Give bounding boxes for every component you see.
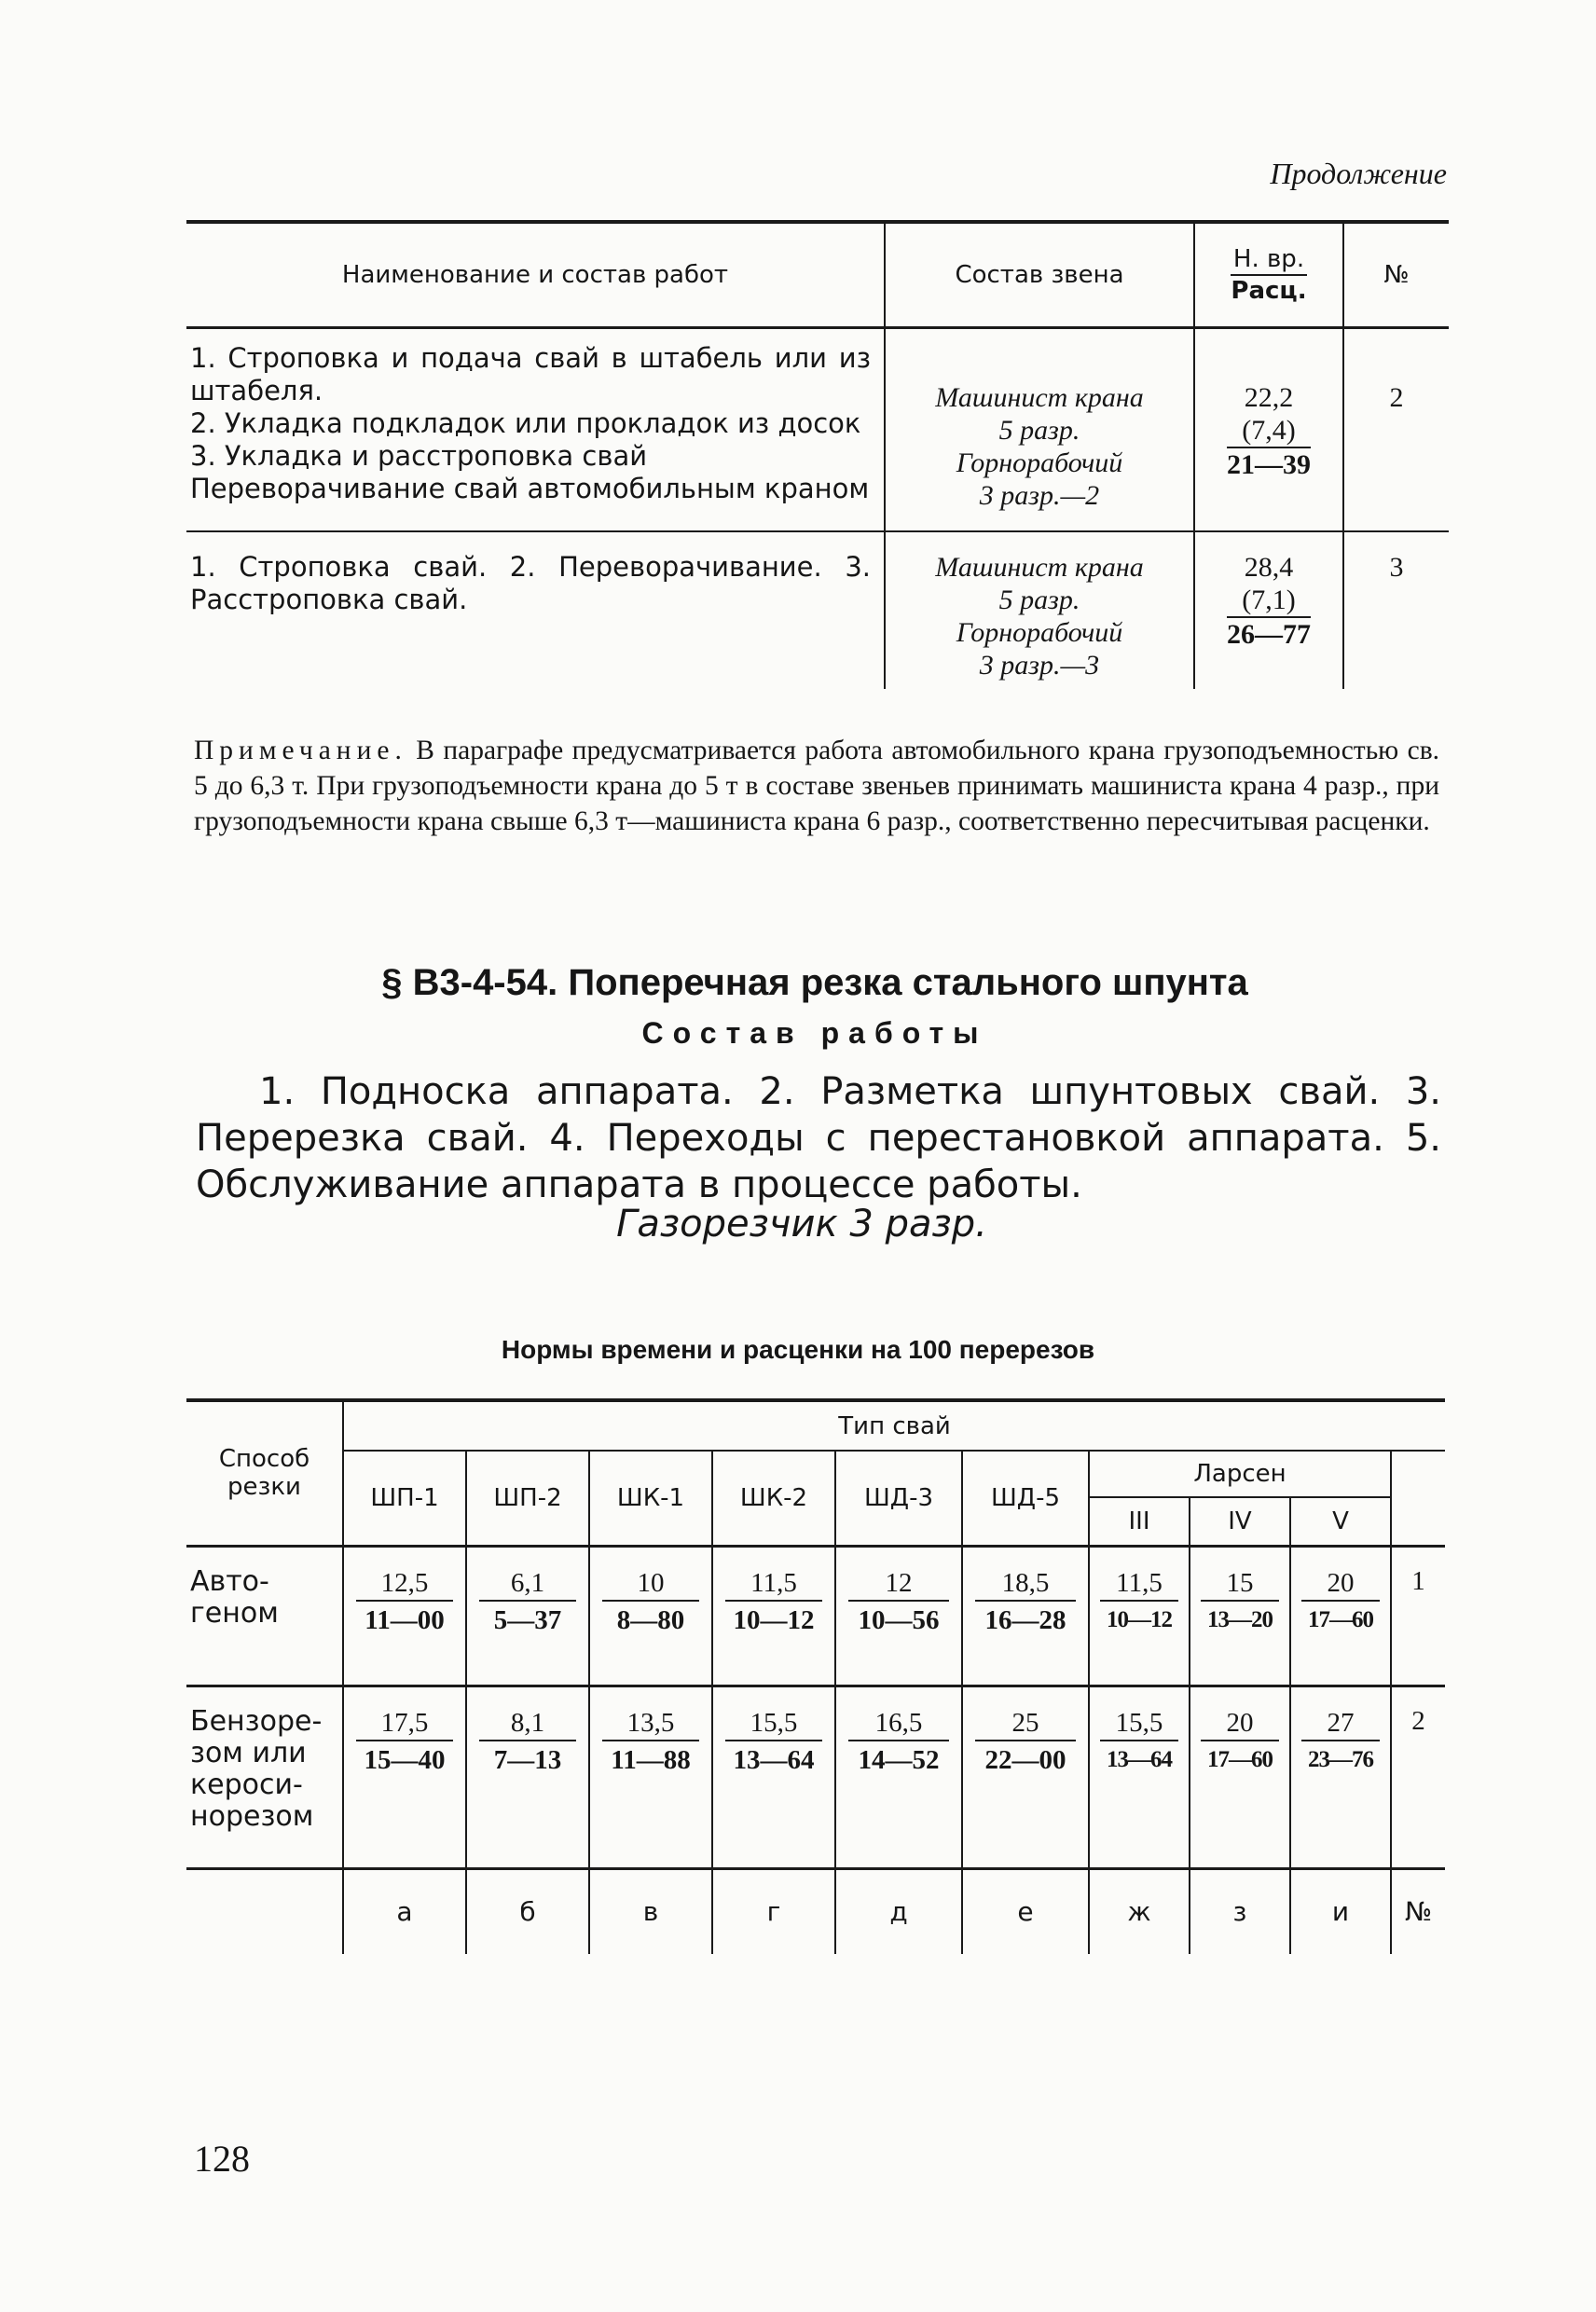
header-blank — [1391, 1451, 1445, 1546]
row-number: 3 — [1343, 531, 1449, 689]
section-subtitle: Состав работы — [641, 1016, 988, 1050]
norm-cell: $\frac{20}{17—60}$ — [1290, 1546, 1391, 1686]
header-type-shk2: ШК-2 — [712, 1451, 835, 1546]
worker-grade: Газорезчик 3 разр. — [616, 1203, 987, 1245]
work-composition-text: 1. Подноска аппарата. 2. Разметка шпунтовых свай. 3. Перерезка свай. 4. Переходы с перестановкой аппарата. 5. Обслуживание аппарата в процессе работы. — [196, 1070, 1441, 1206]
norm-cell: $\frac{16,5}{14—52}$ — [835, 1686, 962, 1868]
norm-cell: $\frac{6,1}{5—37}$ — [466, 1546, 589, 1686]
norm-value: 28,4 $\frac{(7,1)}{26—77}$ — [1194, 531, 1343, 689]
norm-cell: $\frac{10}{8—80}$ — [589, 1546, 712, 1686]
norm-cell: $\frac{15,5}{13—64}$ — [1089, 1686, 1190, 1868]
header-cut-method: Способ резки — [186, 1400, 343, 1546]
work-description: 1. Строповка и подача свай в штабель или из штабеля. 2. Укладка подкладок или прокладок из досок 3. Укладка и расстроповка свай Переворачивание свай автомобильным краном — [186, 328, 885, 532]
header-larsen-5: V — [1290, 1497, 1391, 1546]
blank-cell — [186, 1868, 343, 1954]
norm-cell: $\frac{12,5}{11—00}$ — [343, 1546, 466, 1686]
labor-norms-table-continued — [186, 220, 1449, 689]
column-letter: а — [343, 1868, 466, 1954]
column-letters-row — [186, 1868, 1445, 1954]
norm-cell: $\frac{25}{22—00}$ — [962, 1686, 1089, 1868]
norm-cell: $\frac{27}{23—76}$ — [1290, 1686, 1391, 1868]
cutting-norms-table — [186, 1398, 1445, 1954]
work-description: 1. Строповка свай. 2. Переворачивание. 3. Расстроповка свай. — [190, 551, 871, 615]
norm-value: 22,2 $\frac{(7,4)}{21—39}$ — [1194, 328, 1343, 532]
norm-cell: $\frac{13,5}{11—88}$ — [589, 1686, 712, 1868]
column-letter: ж — [1089, 1868, 1190, 1954]
header-number: № — [1343, 222, 1449, 328]
continuation-label: Продолжение — [1270, 157, 1447, 190]
row-number: 1 — [1391, 1546, 1445, 1686]
note-label: Примечание. — [194, 736, 407, 765]
number-label: № — [1391, 1868, 1445, 1954]
norm-cell: $\frac{15,5}{13—64}$ — [712, 1686, 835, 1868]
header-norm-rate: Расц. — [1231, 277, 1307, 305]
header-type-shd3: ШД-3 — [835, 1451, 962, 1546]
row-number: 2 — [1391, 1686, 1445, 1868]
column-letter: в — [589, 1868, 712, 1954]
header-larsen-3: III — [1089, 1497, 1190, 1546]
header-pile-type: Тип свай — [343, 1400, 1445, 1451]
header-crew: Состав звена — [885, 222, 1194, 328]
header-type-shk1: ШК-1 — [589, 1451, 712, 1546]
column-letter: г — [712, 1868, 835, 1954]
crew-composition: Машинист крана 5 разр. Горнорабочий 3 разр.—3 — [885, 531, 1194, 689]
norm-cell: $\frac{11,5}{10—12}$ — [712, 1546, 835, 1686]
note-paragraph — [194, 733, 1439, 839]
header-type-shp1: ШП-1 — [343, 1451, 466, 1546]
column-letter: д — [835, 1868, 962, 1954]
table-row — [186, 328, 1449, 532]
norm-cell: $\frac{17,5}{15—40}$ — [343, 1686, 466, 1868]
header-norm — [1194, 222, 1343, 328]
norms-table-title: Нормы времени и расценки на 100 перерезов — [501, 1335, 1095, 1364]
crew-composition: Машинист крана 5 разр. Горнорабочий 3 разр.—2 — [885, 328, 1194, 532]
header-norm-time: Н. вр. — [1231, 244, 1306, 276]
cut-method: Авто- геном — [186, 1546, 343, 1686]
norm-cell: $\frac{8,1}{7—13}$ — [466, 1686, 589, 1868]
norm-cell: $\frac{11,5}{10—12}$ — [1089, 1546, 1190, 1686]
norm-cell: $\frac{18,5}{16—28}$ — [962, 1546, 1089, 1686]
header-work: Наименование и состав работ — [186, 222, 885, 328]
table-row — [186, 1686, 1445, 1868]
section-title: § В3-4-54. Поперечная резка стального шпунта — [381, 962, 1248, 1003]
page-number: 128 — [194, 2138, 250, 2180]
header-type-shd5: ШД-5 — [962, 1451, 1089, 1546]
cut-method: Бензоре- зом или кероси- норезом — [186, 1686, 343, 1868]
header-larsen: Ларсен — [1089, 1451, 1391, 1497]
column-letter: е — [962, 1868, 1089, 1954]
norm-cell: $\frac{20}{17—60}$ — [1190, 1686, 1290, 1868]
row-number: 2 — [1343, 328, 1449, 532]
norm-cell: $\frac{15}{13—20}$ — [1190, 1546, 1290, 1686]
norm-cell: $\frac{12}{10—56}$ — [835, 1546, 962, 1686]
table-row — [186, 1546, 1445, 1686]
header-larsen-4: IV — [1190, 1497, 1290, 1546]
column-letter: и — [1290, 1868, 1391, 1954]
header-type-shp2: ШП-2 — [466, 1451, 589, 1546]
column-letter: з — [1190, 1868, 1290, 1954]
note-text: В параграфе предусматривается работа автомобильного крана грузоподъемностью св. 5 до 6,3 т. При грузоподъемности крана до 5 т в составе звеньев принимать машиниста крана 4 разр., при грузоподъемности крана свыше 6,3 т—машиниста крана 6 разр., соответственно пересчитывая расценки. — [194, 736, 1439, 836]
column-letter: б — [466, 1868, 589, 1954]
table-row — [186, 531, 1449, 689]
